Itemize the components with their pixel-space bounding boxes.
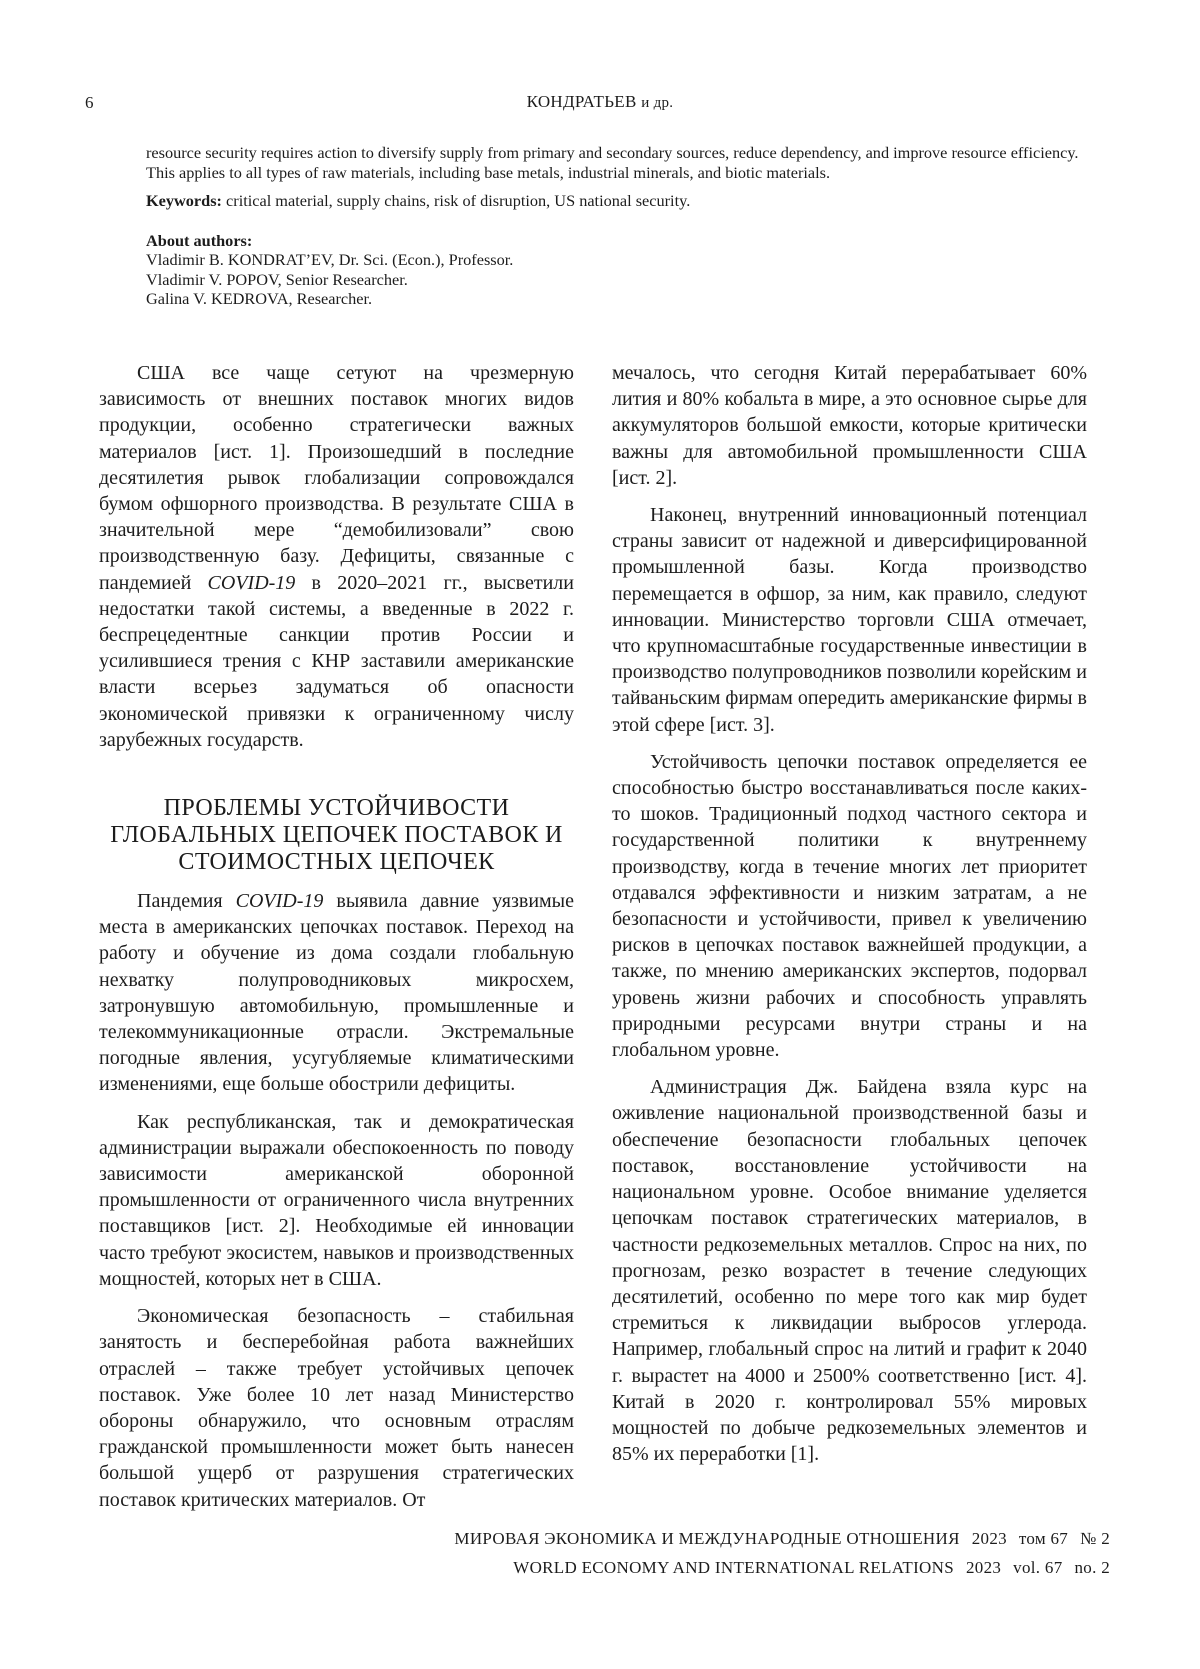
paragraph-text: в 2020–2021 гг., высветили недостатки такой системы, а введенные в 2022 г. беспрецедентные санкции против России и усилившиеся трения с КНР заставили американские власти всерьез задуматься об опасности экономической привязки к ограниченному числу зарубежных государств. (99, 571, 574, 751)
paragraph-text: Пандемия (137, 890, 236, 913)
author-line: Galina V. KEDROVA, Researcher. (146, 289, 373, 308)
paragraph: Устойчивость цепочки поставок определяется ее способностью быстро восстанавливаться после каких-то шоков. Традиционный подход частного сектора и государственной политики к внутреннему производству, когда в течение многих лет приоритет отдавался эффективности и низким затратам, а не безопасности и устойчивости, привел к увеличению рисков в цепочках поставок важнейшей продукции, а также, по мнению американских экспертов, подорвал уровень жизни рабочих и способность управлять природными ресурсами внутри страны и на глобальном уровне. (612, 750, 1087, 1062)
footer-issue: № 2 (1080, 1529, 1110, 1548)
keywords (146, 191, 1106, 211)
footer-year: 2023 (971, 1529, 1007, 1548)
page-number: 6 (85, 93, 94, 112)
running-head (0, 92, 1200, 112)
paragraph-emphasis: COVID-19 (235, 890, 324, 913)
footer-issue: no. 2 (1074, 1558, 1110, 1577)
paragraph (99, 360, 574, 753)
about-authors-title: About authors: (146, 230, 253, 250)
footer-year: 2023 (965, 1558, 1002, 1577)
footer-volume: том 67 (1018, 1529, 1069, 1548)
right-column (612, 360, 1087, 1478)
author-line: Vladimir V. POPOV, Senior Researcher. (146, 269, 408, 289)
paragraph-emphasis: COVID-19 (207, 571, 296, 594)
paragraph-text: выявила давние уязвимые места в американских цепочках поставок. Переход на работу и обучение из дома создали глобальную нехватку полупроводниковых микросхем, затронувшую автомобильную, промышленные и телекоммуникационные отрасли. Экстремальные погодные явления, усугубляемые климатическими изменениями, еще больше обострили дефициты. (99, 890, 574, 1096)
paragraph-text: США все чаще сетуют на чрезмерную зависимость от внешних поставок многих видов продукции, особенно стратегически важных материалов [ист. 1]. Произошедший в последние десятилетия рывок глобализации сопровождался бумом офшорного производства. В результате США в значительной мере “демобилизовали” свою производственную базу. Дефициты, связанные с пандемией (99, 362, 574, 594)
keywords-label: Keywords: (146, 191, 222, 210)
paragraph: Как республиканская, так и демократическая администрации выражали обеспокоенность по поводу зависимости американской оборонной промышленности от ограниченного числа внутренних поставщиков [ист. 2]. Необходимые ей инновации часто требуют экосистем, навыков и производственных мощностей, которых нет в США. (99, 1110, 574, 1290)
paragraph: Наконец, внутренний инновационный потенциал страны зависит от надежной и диверсифицированной промышленной базы. Когда производство перемещается в офшор, за ним, как правило, следуют инновации. Министерство торговли США отмечает, что крупномасштабные государственные инвестиции в производство полупроводников позволили корейским и тайваньским фирмам опередить американские фирмы в этой сфере [ист. 3]. (612, 504, 1087, 736)
footer-journal-title: МИРОВАЯ ЭКОНОМИКА И МЕЖДУНАРОДНЫЕ ОТНОШЕНИЯ (454, 1529, 960, 1548)
footer-journal-en (501, 1558, 1110, 1578)
abstract-text: resource security requires action to diversify supply from primary and secondary sources, reduce dependency, and improve resource efficiency. This applies to all types of raw materials, including base metals, industrial minerals, and biotic materials. (146, 143, 1079, 182)
running-head-suffix: и др. (641, 95, 674, 111)
left-column (99, 360, 574, 1524)
abstract-block (146, 143, 1106, 309)
section-heading: ПРОБЛЕМЫ УСТОЙЧИВОСТИ ГЛОБАЛЬНЫХ ЦЕПОЧЕК ПОСТАВОК И СТОИМОСТНЫХ ЦЕПОЧЕК (110, 795, 563, 876)
author-line: Vladimir B. KONDRAT’EV, Dr. Sci. (Econ.), Professor. (146, 250, 514, 269)
paragraph: Администрация Дж. Байдена взяла курс на оживление национальной производственной базы и обеспечение безопасности глобальных цепочек поставок, восстановление устойчивости на национальном уровне. Особое внимание уделяется цепочкам поставок стратегических материалов, в частности редкоземельных металлов. Спрос на них, по прогнозам, резко возрастет в течение следующих десятилетий, особенно по мере того как мир будет стремиться к ликвидации выбросов углерода. Например, глобальный спрос на литий и графит к 2040 г. вырастет на 4000 и 2500% соответственно [ист. 4]. Китай в 2020 г. контролировал 55% мировых мощностей по добыче редкоземельных элементов и 85% их переработки [1]. (612, 1076, 1087, 1466)
paragraph-continued: мечалось, что сегодня Китай перерабатывает 60% лития и 80% кобальта в мире, а это основное сырье для аккумуляторов большой емкости, которые критически важны для автомобильной промышленности США [ист. 2]. (612, 362, 1087, 489)
footer-journal-ru (442, 1529, 1110, 1549)
footer-volume: vol. 67 (1013, 1558, 1063, 1577)
paragraph: Экономическая безопасность – стабильная занятость и бесперебойная работа важнейших отраслей – также требует устойчивых цепочек поставок. Уже более 10 лет назад Министерство обороны обнаружило, что основным отраслям гражданской промышленности может быть нанесен большой ущерб от разрушения стратегических поставок критических материалов. От (99, 1305, 574, 1511)
paragraph (99, 888, 574, 1098)
running-head-authors: КОНДРАТЬЕВ (526, 92, 637, 111)
about-authors (146, 231, 1106, 309)
keywords-text: critical material, supply chains, risk of disruption, US national security. (226, 191, 691, 210)
footer-journal-title: WORLD ECONOMY AND INTERNATIONAL RELATIONS (513, 1558, 954, 1577)
